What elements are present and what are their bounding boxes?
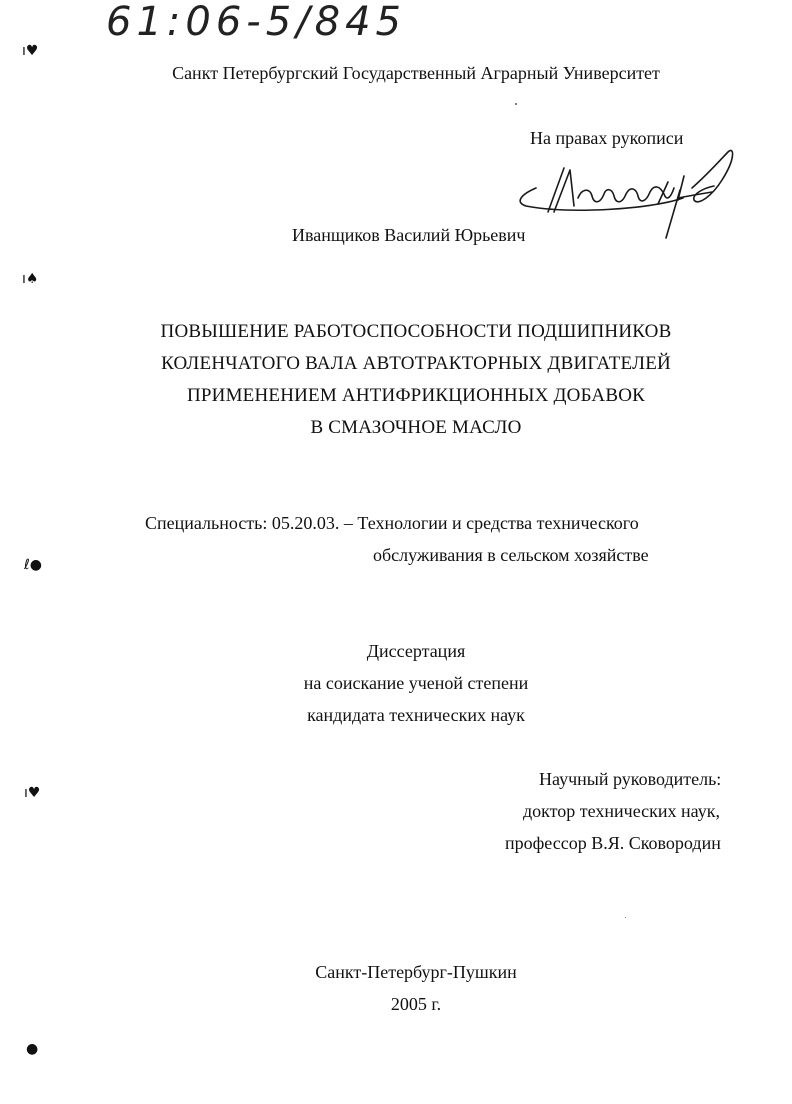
author-name: Иванщиков Василий Юрьевич	[292, 225, 526, 245]
scan-punch-mark: ı♠	[22, 271, 39, 287]
author-signature	[508, 148, 778, 240]
specialty-line-1: Специальность: 05.20.03. – Технологии и средства технического	[145, 513, 639, 533]
scan-speck	[515, 103, 517, 105]
dissertation-title	[110, 316, 722, 444]
manuscript-rights-note: На правах рукописи	[530, 128, 684, 148]
supervisor-degree: доктор технических наук,	[523, 801, 720, 821]
scan-punch-mark: ●	[26, 1041, 39, 1057]
scan-speck	[625, 917, 626, 918]
title-line: ПРИМЕНЕНИЕМ АНТИФРИКЦИОННЫХ ДОБАВОК	[186, 385, 646, 406]
specialty-line-2: обслуживания в сельском хозяйстве	[373, 545, 649, 565]
supervisor-name: профессор В.Я. Сковородин	[505, 833, 721, 853]
degree-name: кандидата технических наук	[307, 705, 525, 725]
scan-punch-mark: ı♥	[24, 785, 41, 801]
title-line: КОЛЕНЧАТОГО ВАЛА АВТОТРАКТОРНЫХ ДВИГАТЕЛЕЙ	[161, 353, 671, 374]
scan-punch-mark: ℓ●	[24, 557, 42, 573]
archive-number: 61:06-5/845	[106, 0, 406, 45]
supervisor-label: Научный руководитель:	[539, 769, 722, 789]
degree-purpose: на соискание ученой степени	[303, 673, 529, 693]
city: Санкт-Петербург-Пушкин	[315, 962, 517, 982]
scan-punch-mark: ı♥	[22, 43, 39, 59]
university-name: Санкт Петербургский Государственный Аграрный Университет	[172, 63, 660, 83]
dissertation-label: Диссертация	[366, 641, 466, 661]
year: 2005 г.	[390, 994, 442, 1014]
title-line: ПОВЫШЕНИЕ РАБОТОСПОСОБНОСТИ ПОДШИПНИКОВ	[160, 321, 672, 342]
title-line: В СМАЗОЧНОЕ МАСЛО	[310, 417, 522, 438]
